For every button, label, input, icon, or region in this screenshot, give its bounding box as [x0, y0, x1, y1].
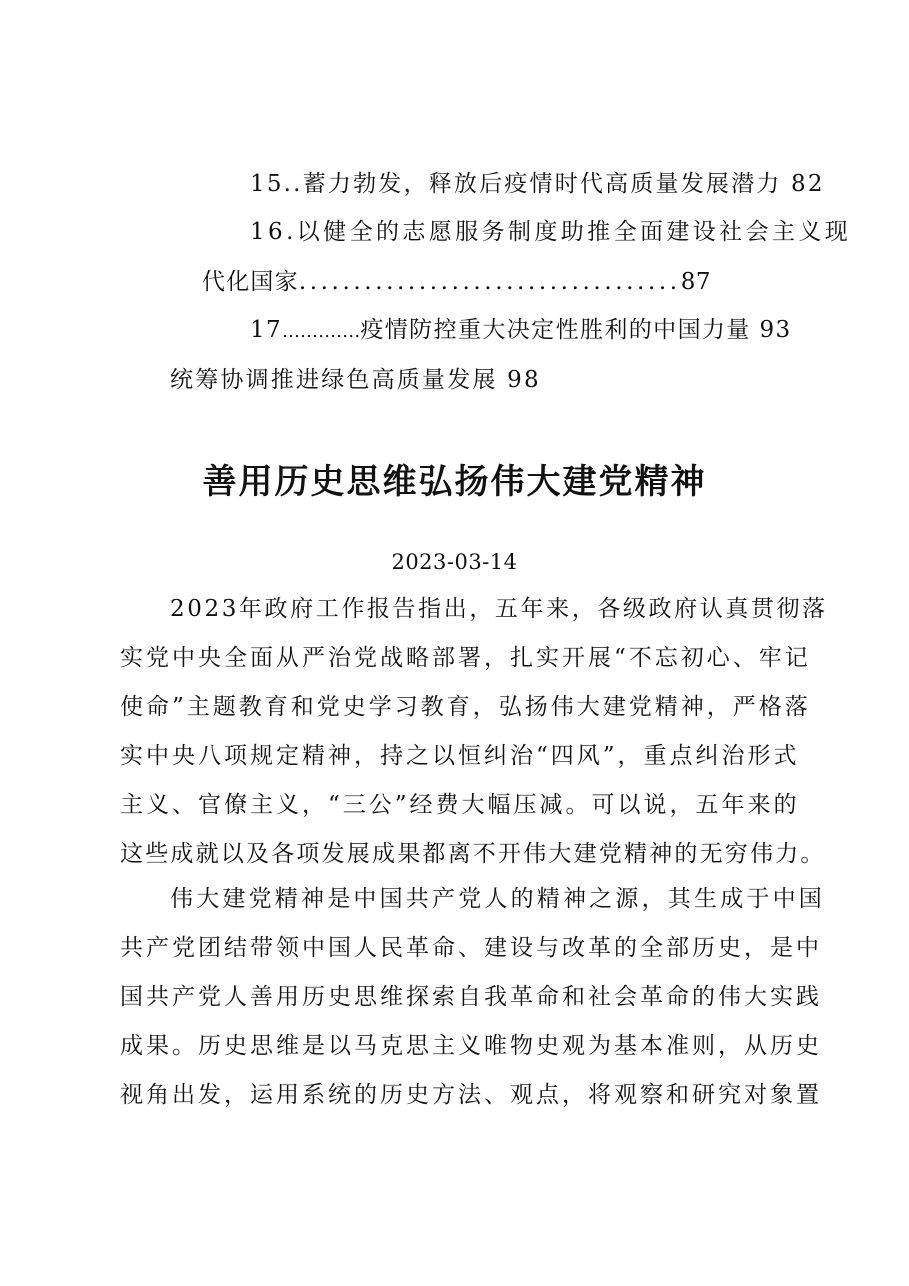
paragraph-line: 使命”主题教育和党史学习教育，弘扬伟大建党精神，严格落: [120, 694, 811, 720]
toc-entry-18: 统筹协调推进绿色高质量发展 98: [170, 367, 541, 393]
toc-page-number: 87: [680, 269, 711, 295]
paragraph-line: 伟大建党精神是中国共产党人的精神之源，其生成于中国: [170, 886, 825, 912]
paragraph-line: 这些成就以及各项发展成果都离不开伟大建党精神的无穷伟力。: [120, 841, 826, 867]
toc-entry-17-text: 疫情防控重大决定性胜利的中国力量 93: [360, 317, 792, 343]
paragraph-line: 成果。历史思维是以马克思主义唯物史观为基本准则，从历史: [120, 1033, 822, 1059]
paragraph-line: 2023年政府工作报告指出，五年来，各级政府认真贯彻落: [170, 596, 828, 622]
toc-entry-17-number: 17: [250, 317, 283, 343]
article-title: 善用历史思维弘扬伟大建党精神: [202, 462, 707, 502]
toc-entry-16-text: 代化国家: [202, 269, 299, 295]
paragraph-line: 视角出发，运用系统的历史方法、观点，将观察和研究对象置: [120, 1082, 822, 1108]
toc-entry-17: [250, 315, 792, 347]
toc-leader-dots: .............: [282, 321, 361, 342]
toc-entry-15: 15..蓄力勃发，释放后疫情时代高质量发展潜力 82: [250, 171, 825, 197]
toc-entry-16-line2: [202, 267, 711, 297]
paragraph-line: 实党中央全面从严治党战略部署，扎实开展“不忘初心、牢记: [120, 645, 811, 671]
toc-entry-16-line1: 16.以健全的志愿服务制度助推全面建设社会主义现: [250, 219, 852, 245]
paragraph-line: 国共产党人善用历史思维探索自我革命和社会革命的伟大实践: [120, 984, 822, 1010]
paragraph-line: 共产党团结带领中国人民革命、建设与改革的全部历史，是中: [120, 935, 822, 961]
toc-leader-dots: ...................................: [298, 269, 681, 295]
paragraph-line: 主义、官僚主义，“三公”经费大幅压减。可以说，五年来的: [120, 792, 800, 818]
article-date: 2023-03-14: [391, 550, 518, 574]
paragraph-line: 实中央八项规定精神，持之以恒纠治“四风”，重点纠治形式: [120, 743, 800, 769]
